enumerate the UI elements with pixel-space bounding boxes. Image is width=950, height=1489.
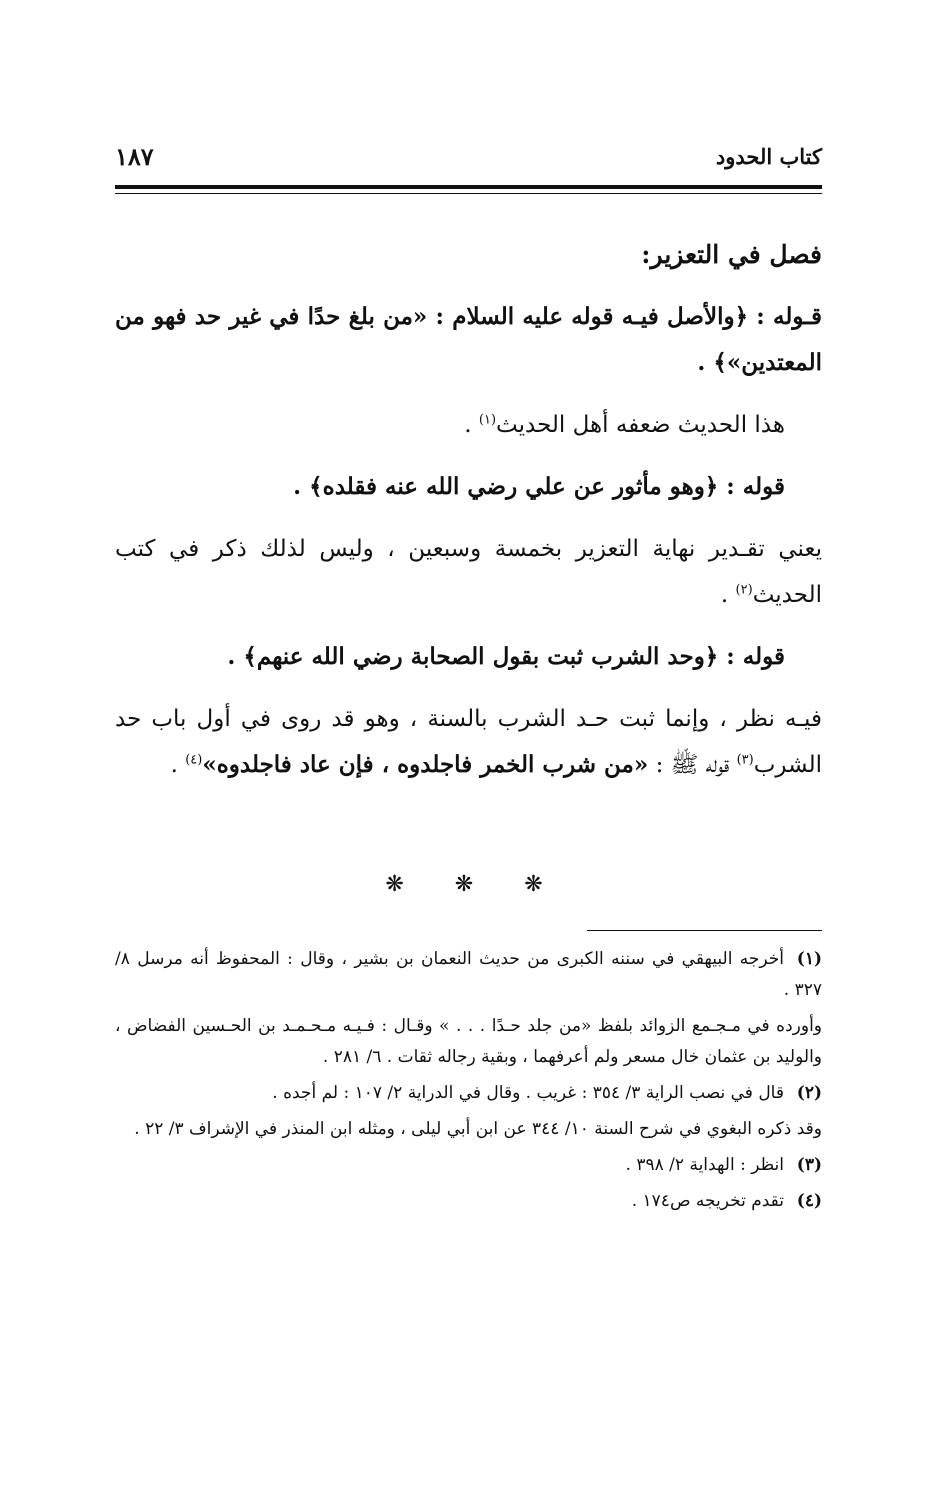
page-number: ١٨٧ [115, 142, 154, 171]
section-separator: ❋ ❋ ❋ [385, 872, 565, 897]
quoted-text-3-content: قوله : ﴿وحد الشرب ثبت بقول الصحابة رضي الله عنهم﴾ . [227, 643, 785, 670]
running-header [115, 140, 822, 180]
footnote-1-text: أخرجه البيهقي في سننه الكبرى من حديث النعمان بن بشير ، وقال : المحفوظ أنه مرسل ٨/ ٣٢٧ . [115, 949, 822, 1000]
quoted-text-3 [115, 634, 822, 680]
commentary-1 [115, 402, 822, 448]
footnote-1-number: (١) [796, 949, 822, 969]
main-text [115, 232, 822, 804]
commentary-1-text: هذا الحديث ضعفه أهل الحديث [496, 412, 785, 438]
quoted-text-1-content: قـوله : ﴿والأصل فيـه قوله عليه السلام : «من بلغ حدًا في غير حد فهو من المعتدين»﴾ . [115, 303, 822, 376]
commentary-3-end: . [170, 752, 186, 778]
commentary-1-end: . [464, 412, 479, 438]
header-rule [115, 185, 822, 189]
footnote-4-text: تقدم تخريجه ص١٧٤ . [631, 1191, 784, 1211]
footnote-2-continued: وقد ذكره البغوي في شرح السنة ١٠/ ٣٤٤ عن ابن أبي ليلى ، ومثله ابن المنذر في الإشراف ٣/ ٢٢ . [134, 1119, 822, 1139]
footnote-ref-2: (٢) [735, 582, 753, 598]
footnote-4-number: (٤) [796, 1191, 822, 1211]
footnote-ref-3: (٣) [736, 752, 754, 768]
footnote-3-text: انظر : الهداية ٢/ ٣٩٨ . [625, 1155, 784, 1175]
commentary-3 [115, 696, 822, 788]
hadith-quote: «من شرب الخمر فاجلدوه ، فإن عاد فاجلدوه» [202, 751, 649, 778]
footnote-3-number: (٣) [796, 1155, 822, 1175]
footnote-2-text: قال في نصب الراية ٣/ ٣٥٤ : غريب . وقال في الدراية ٢/ ١٠٧ : لم أجده . [272, 1083, 784, 1103]
footnote-ref-1: (١) [478, 412, 497, 428]
footnotes [115, 944, 822, 1222]
footnote-ref-4: (٤) [185, 752, 203, 768]
footnote-1 [115, 944, 822, 1006]
commentary-3-text-b: قوله ﷺ : [648, 752, 737, 778]
commentary-3-text-a: فيـه نظر ، وإنما ثبت حـد الشرب بالسنة ، وهو قد روى في أول باب حد الشرب [115, 706, 822, 778]
footnote-4 [115, 1186, 822, 1217]
footnote-1-continued: وأورده في مـجـمع الزوائد بلفظ «من جلد حـدًا . . . » وقـال : فـيـه مـحـمـد بن الحـسين الفضاض ، والوليد بن عثمان خال مسعر ولم أعرفهما ، وبقية رجاله ثقات . ٦/ ٢٨١ . [115, 1016, 822, 1067]
commentary-2 [115, 526, 822, 618]
footnote-2-number: (٢) [796, 1083, 822, 1103]
commentary-2-text: يعني تقـدير نهاية التعزير بخمسة وسبعين ، وليس لذلك ذكر في كتب الحديث [115, 536, 822, 608]
quoted-text-2-content: قوله : ﴿وهو مأثور عن علي رضي الله عنه فقلده﴾ . [293, 473, 785, 500]
footnote-2 [115, 1078, 822, 1109]
quoted-text-1 [115, 294, 822, 386]
quoted-text-2 [115, 464, 822, 510]
commentary-2-end: . [720, 582, 736, 608]
running-title: كتاب الحدود [715, 144, 822, 169]
footnote-3 [115, 1150, 822, 1181]
footnote-rule [587, 930, 822, 931]
section-heading: فصل في التعزير: [641, 240, 822, 269]
